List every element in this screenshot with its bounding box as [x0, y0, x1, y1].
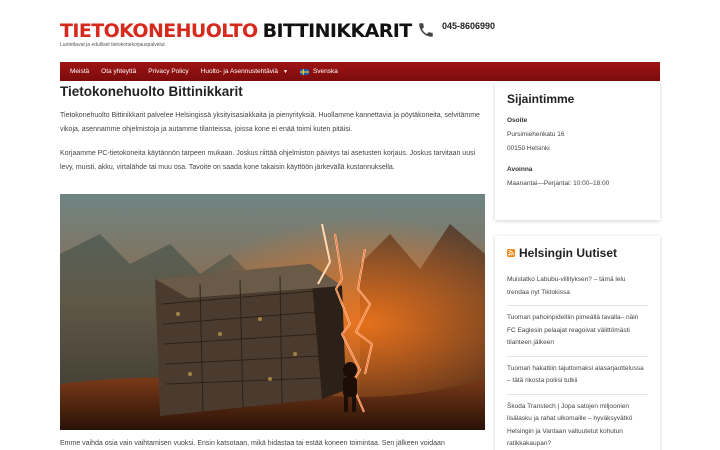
logo-text-primary: TIETOKONEHUOLTO [60, 20, 258, 42]
nav-item-label: Svenska [312, 68, 338, 75]
hero-image [60, 194, 485, 430]
main-navigation [60, 62, 660, 81]
closing-paragraph: Emme vaihda osia vain vaihtamisen vuoksi. Ensin katsotaan, mikä hidastaa tai estää koneen toimintaa. Sen jälkeen voidaan [60, 440, 445, 447]
nav-item-privacy-policy[interactable] [142, 62, 194, 81]
nav-item-huolto-ja-asennustehtavia[interactable] [195, 62, 294, 81]
nav-item-label: Privacy Policy [148, 68, 189, 75]
news-item[interactable]: Tuomari pahoinpideltiin pimeällä tavalla– näin FC Eaglesin pelaajat reagoivat välittömästi tilanteen jälkeen [507, 306, 648, 357]
opening-hours: Maanantai—Perjantai: 10:00–18:00 [507, 180, 610, 187]
logo-text-secondary: BITTINIKKARIT [262, 20, 412, 42]
intro-paragraph: Tietokonehuolto Bittinikkarit palvelee Helsingissä yksityisasiakkaita ja pienyrityksiä. Huollamme kannettavia ja pöytäkoneita, selvitämme vikoja, asennamme ohjelmistoja ja autamme tilanteissa, joissa kone ei enää toimi kuten pitäisi. [60, 112, 480, 133]
swedish-flag-icon [300, 69, 309, 75]
address-city: 00150 Helsinki [507, 144, 550, 152]
news-widget-title-text: Helsingin Uutiset [519, 246, 618, 260]
news-widget-title[interactable] [507, 245, 648, 261]
nav-item-label: Meistä [70, 68, 90, 75]
nav-item-ota-yhteytta[interactable] [95, 62, 142, 81]
location-widget [495, 82, 660, 220]
hours-label: Avoinna [507, 166, 533, 173]
site-header [60, 14, 660, 60]
service-paragraph: Korjaamme PC-tietokoneita käytännön tarpeen mukaan. Joskus riittää ohjelmiston päivitys tai asetusten korjaus. Joskus tarvitaan uusi levy, muisti, akku, virtalähde tai muu osa. Tavoite on saada kone takaisin käyttöön järkevällä kustannuksella. [60, 150, 476, 171]
location-widget-title: Sijaintimme [507, 92, 575, 106]
phone-icon [417, 20, 435, 40]
address-street: Pursimiehenkatu 16 [507, 131, 565, 138]
news-item[interactable]: Muistatko Labubu-villityksen? – tämä lelu trendaa nyt Tiktokissa [507, 268, 648, 306]
main-content [60, 82, 485, 174]
address-label: Osoite [507, 117, 528, 124]
site-tagline: Luotettavat ja edulliset tietokonekorjauspalvelut [60, 42, 165, 48]
phone-contact [417, 20, 495, 40]
news-item[interactable]: Škoda Transtech | Jopa satojen miljoonien lisälasku ja rahat ulkomaille – hyväksyvätkö Helsingin ja Vantaan valtuutetut kohutun ratikkakaupan? [507, 395, 648, 450]
news-item[interactable]: Tuomari hakattiin tajuttomaksi alasarjaottelussa – tätä rikosta poliisi tutkii [507, 357, 648, 395]
phone-number[interactable]: 045-8606990 [442, 21, 496, 31]
news-list [507, 268, 648, 450]
news-widget [495, 236, 660, 450]
nav-item-svenska[interactable] [294, 62, 344, 81]
caret-down-icon: ▼ [283, 68, 288, 75]
nav-item-label: Huolto- ja Asennustehtäviä [200, 68, 278, 75]
nav-item-label: Ota yhteyttä [101, 68, 137, 75]
rss-icon [507, 249, 515, 257]
site-logo[interactable] [60, 20, 412, 42]
page-title: Tietokonehuolto Bittinikkarit [60, 84, 243, 99]
nav-item-meista[interactable] [64, 62, 95, 81]
